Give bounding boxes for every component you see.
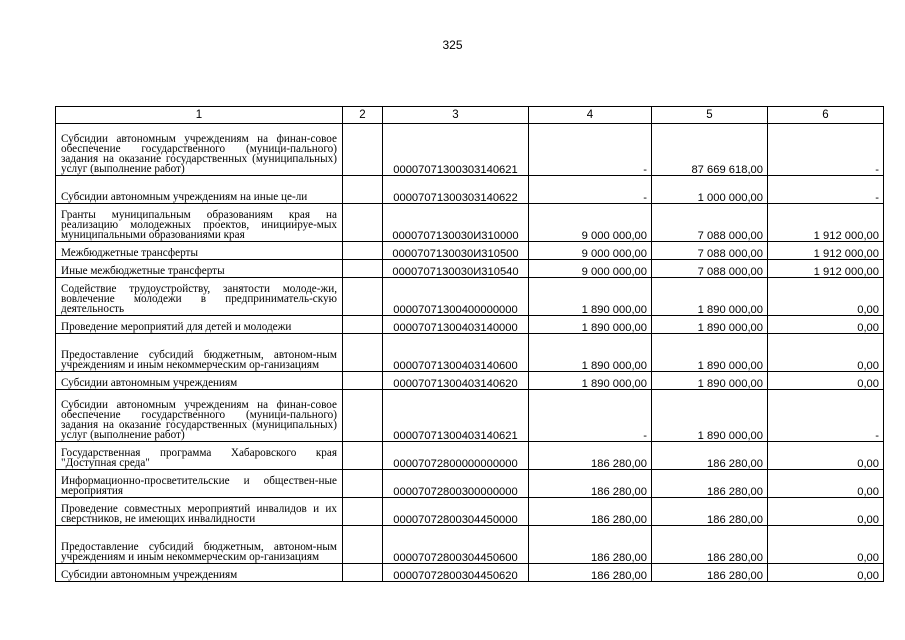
table-row [56,498,884,526]
table-row [56,316,884,334]
row-name: Информационно-просветительские и обществен-ные мероприятия [56,470,343,498]
row-value-5: 1 890 000,00 [652,278,768,316]
row-code: 00007072800304450620 [383,564,529,582]
row-value-5: 186 280,00 [652,470,768,498]
row-col2 [343,204,383,242]
row-code: 0000707130030И310540 [383,260,529,278]
table-row [56,260,884,278]
row-value-4: 1 890 000,00 [529,316,652,334]
row-name: Государственная программа Хабаровского края "Доступная среда" [56,442,343,470]
table-row [56,564,884,582]
row-value-6: 0,00 [768,316,884,334]
row-value-6: 0,00 [768,470,884,498]
table-row [56,442,884,470]
row-value-6: 0,00 [768,334,884,372]
row-value-6: - [768,124,884,176]
row-code: 00007071300403140621 [383,390,529,442]
row-col2 [343,124,383,176]
row-value-5: 186 280,00 [652,526,768,564]
row-name: Гранты муниципальным образованиям края на реализацию молодежных проектов, инициируе-мых муниципальными образованиями края [56,204,343,242]
table-row [56,470,884,498]
row-value-4: 186 280,00 [529,526,652,564]
row-col2 [343,470,383,498]
row-value-6: 0,00 [768,372,884,390]
row-name: Проведение совместных мероприятий инвалидов и их сверстников, не имеющих инвалидности [56,498,343,526]
table-row [56,176,884,204]
header-row [56,107,884,124]
row-value-5: 186 280,00 [652,564,768,582]
budget-table [55,106,884,582]
row-name: Содействие трудоустройству, занятости молоде-жи, вовлечение молодежи в предприниматель-скую деятельность [56,278,343,316]
row-value-5: 186 280,00 [652,442,768,470]
table-row [56,204,884,242]
row-name: Предоставление субсидий бюджетным, автоном-ным учреждениям и иным некоммерческим ор-ганизациям [56,334,343,372]
row-name: Предоставление субсидий бюджетным, автоном-ным учреждениям и иным некоммерческим ор-ганизациям [56,526,343,564]
header-cell: 3 [383,107,529,124]
table-row [56,526,884,564]
row-value-5: 1 890 000,00 [652,334,768,372]
row-code: 00007071300303140622 [383,176,529,204]
row-code: 00007071300403140620 [383,372,529,390]
row-col2 [343,564,383,582]
row-value-4: - [529,176,652,204]
row-col2 [343,526,383,564]
row-value-4: 1 890 000,00 [529,372,652,390]
row-code: 00007071300303140621 [383,124,529,176]
row-value-6: 1 912 000,00 [768,204,884,242]
row-value-5: 1 000 000,00 [652,176,768,204]
row-value-6: 0,00 [768,498,884,526]
row-name: Проведение мероприятий для детей и молодежи [56,316,343,334]
row-value-6: - [768,390,884,442]
row-value-6: 0,00 [768,442,884,470]
row-col2 [343,372,383,390]
row-code: 00007072800304450000 [383,498,529,526]
row-value-6: 1 912 000,00 [768,242,884,260]
header-cell: 1 [56,107,343,124]
row-col2 [343,334,383,372]
row-col2 [343,390,383,442]
row-value-4: 9 000 000,00 [529,260,652,278]
row-name: Субсидии автономным учреждениям на финан-совое обеспечение государственного (муници-пального) задания на оказание государственных (муниципальных) услуг (выполнение работ) [56,124,343,176]
row-code: 0000707130030И310500 [383,242,529,260]
row-col2 [343,242,383,260]
row-col2 [343,260,383,278]
page-number: 325 [442,38,463,52]
row-name: Иные межбюджетные трансферты [56,260,343,278]
table-row [56,334,884,372]
row-value-5: 87 669 618,00 [652,124,768,176]
row-name: Субсидии автономным учреждениям на финан-совое обеспечение государственного (муници-пального) задания на оказание государственных (муниципальных) услуг (выполнение работ) [56,390,343,442]
table-row [56,372,884,390]
row-value-4: - [529,390,652,442]
header-cell: 2 [343,107,383,124]
row-value-4: 186 280,00 [529,442,652,470]
row-code: 00007071300400000000 [383,278,529,316]
row-code: 00007072800304450600 [383,526,529,564]
row-value-6: 1 912 000,00 [768,260,884,278]
table-row [56,242,884,260]
row-value-5: 1 890 000,00 [652,316,768,334]
row-col2 [343,442,383,470]
row-code: 00007071300403140600 [383,334,529,372]
row-value-5: 1 890 000,00 [652,372,768,390]
table-row [56,124,884,176]
row-value-6: 0,00 [768,526,884,564]
header-cell: 4 [529,107,652,124]
row-code: 00007071300403140000 [383,316,529,334]
row-value-4: - [529,124,652,176]
row-col2 [343,316,383,334]
row-value-6: 0,00 [768,564,884,582]
row-name: Субсидии автономным учреждениям на иные це-ли [56,176,343,204]
row-code: 0000707130030И310000 [383,204,529,242]
table-row [56,390,884,442]
row-col2 [343,498,383,526]
row-name: Субсидии автономным учреждениям [56,564,343,582]
row-value-5: 7 088 000,00 [652,204,768,242]
row-name: Субсидии автономным учреждениям [56,372,343,390]
row-value-4: 1 890 000,00 [529,334,652,372]
row-value-6: - [768,176,884,204]
row-value-5: 186 280,00 [652,498,768,526]
row-value-4: 186 280,00 [529,470,652,498]
row-value-4: 9 000 000,00 [529,242,652,260]
row-value-6: 0,00 [768,278,884,316]
row-value-4: 186 280,00 [529,498,652,526]
row-col2 [343,278,383,316]
row-name: Межбюджетные трансферты [56,242,343,260]
row-value-5: 7 088 000,00 [652,260,768,278]
row-code: 00007072800300000000 [383,470,529,498]
row-value-4: 9 000 000,00 [529,204,652,242]
row-value-5: 1 890 000,00 [652,390,768,442]
row-col2 [343,176,383,204]
row-value-5: 7 088 000,00 [652,242,768,260]
row-value-4: 186 280,00 [529,564,652,582]
header-cell: 5 [652,107,768,124]
row-value-4: 1 890 000,00 [529,278,652,316]
row-code: 00007072800000000000 [383,442,529,470]
header-cell: 6 [768,107,884,124]
table-row [56,278,884,316]
